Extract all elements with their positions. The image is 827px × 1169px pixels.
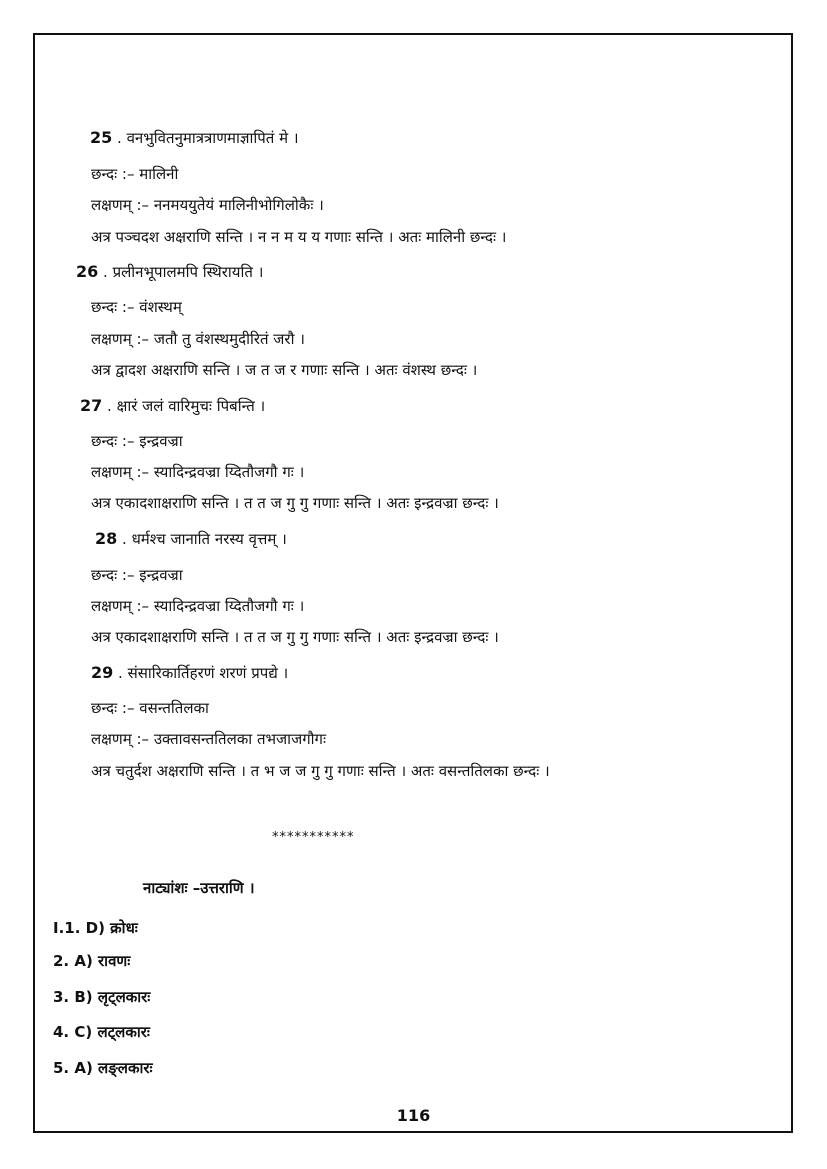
lakshanam-line: लक्षणम् :– उक्तावसन्ततिलका तभजाजगौगः (91, 730, 326, 748)
answer-item: 4. C) लट्लकारः (53, 1023, 150, 1041)
lakshanam-line: लक्षणम् :– जतौ तु वंशस्थमुदीरितं जरौ । (91, 330, 305, 348)
chandas-line: छन्दः :– इन्द्रवज्रा (91, 432, 183, 450)
item-number: 29 (91, 663, 114, 682)
sloka-text: . क्षारं जलं वारिमुचः पिबन्ति । (107, 397, 266, 415)
explanation-line: अत्र द्वादश अक्षराणि सन्ति । ज त ज र गणाः सन्ति । अतः वंशस्थ छन्दः । (91, 361, 478, 379)
explanation-line: अत्र पञ्चदश अक्षराणि सन्ति । न न म य य गणाः सन्ति । अतः मालिनी छन्दः । (91, 228, 507, 246)
answers-heading: नाट्यांशः –उत्तराणि । (143, 879, 255, 897)
answer-item: 2. A) रावणः (53, 952, 131, 970)
chandas-line: छन्दः :– वंशस्थम् (91, 298, 182, 316)
chandas-line: छन्दः :– वसन्ततिलका (91, 699, 209, 717)
lakshanam-line: लक्षणम् :– ननमययुतेयं मालिनीभोगिलोकैः । (91, 196, 324, 214)
item-number: 25 (90, 128, 113, 147)
explanation-line: अत्र एकादशाक्षराणि सन्ति । त त ज गु गु गणाः सन्ति । अतः इन्द्रवज्रा छन्दः । (91, 494, 499, 512)
answer-item: I.1. D) क्रोधः (53, 919, 138, 937)
sloka-text: . प्रलीनभूपालमपि स्थिरायति । (103, 263, 264, 281)
item-number: 27 (80, 396, 103, 415)
sloka-text: . धर्मश्च जानाति नरस्य वृत्तम् । (122, 530, 287, 548)
explanation-line: अत्र एकादशाक्षराणि सन्ति । त त ज गु गु गणाः सन्ति । अतः इन्द्रवज्रा छन्दः । (91, 628, 499, 646)
sloka-text: . वनभुवितनुमात्रत्राणमाज्ञापितं मे । (117, 129, 299, 147)
sloka-line-29 (91, 663, 288, 683)
explanation-line: अत्र चतुर्दश अक्षराणि सन्ति । त भ ज ज गु गु गणाः सन्ति । अतः वसन्ततिलका छन्दः । (91, 762, 550, 780)
lakshanam-line: लक्षणम् :– स्यादिन्द्रवज्रा य्दितौजगौ गः । (91, 463, 305, 481)
item-number: 28 (95, 529, 118, 548)
chandas-line: छन्दः :– इन्द्रवज्रा (91, 566, 183, 584)
sloka-text: . संसारिकार्तिहरणं शरणं प्रपद्ये । (118, 664, 289, 682)
chandas-line: छन्दः :– मालिनी (91, 165, 179, 183)
answer-item: 5. A) लङ्लकारः (53, 1059, 153, 1077)
sloka-line-26 (76, 262, 263, 282)
sloka-line-28 (95, 529, 287, 549)
answer-item: 3. B) लृट्लकारः (53, 988, 151, 1006)
sloka-line-27 (80, 396, 265, 416)
item-number: 26 (76, 262, 99, 281)
page-number: 116 (396, 1106, 431, 1125)
lakshanam-line: लक्षणम् :– स्यादिन्द्रवज्रा य्दितौजगौ गः । (91, 597, 305, 615)
sloka-line-25 (90, 128, 299, 148)
separator-stars: *********** (272, 830, 355, 845)
